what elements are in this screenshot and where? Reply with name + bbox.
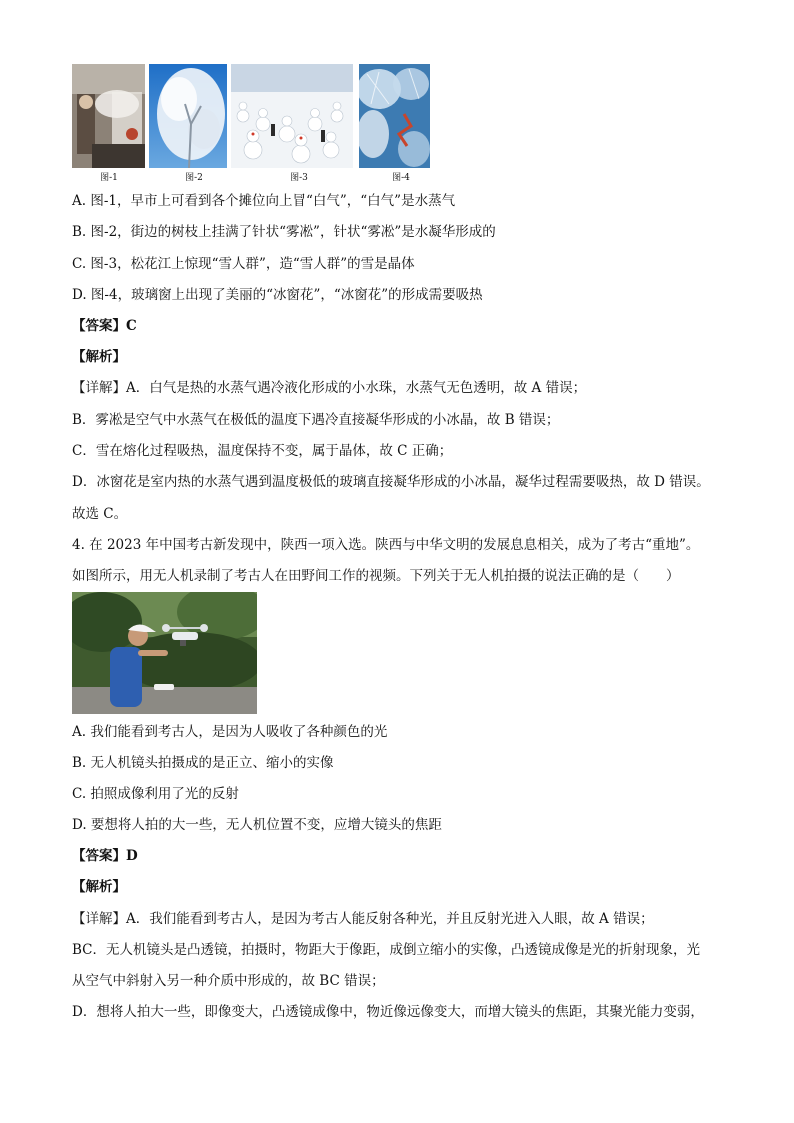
q3-option-a: A. 图-1，早市上可看到各个摊位向上冒“白气”，“白气”是水蒸气 [72,193,456,209]
figure-2-caption: 图-2 [185,173,203,183]
q4-option-b: B. 无人机镜头拍摄成的是正立、缩小的实像 [72,755,334,771]
q4-stem-line-1: 4. 在 2023 年中国考古新发现中，陕西一项入选。陕西与中华文明的发展息息相关，成为了考古“重地”。 [72,537,700,553]
figure-4-caption: 图-4 [392,173,410,183]
figure-2-frosted-tree [149,64,227,168]
q4-detail-d: D．想将人拍大一些，即像变大，凸透镜成像中，物近像远像变大，而增大镜头的焦距，其聚光能力变弱， [72,1004,704,1020]
q4-detail-bc-line-2: 从空气中斜射入另一种介质中形成的，故 BC 错误； [72,973,385,989]
q3-answer: 【答案】C [72,318,137,334]
q3-conclusion: 故选 C。 [72,506,128,522]
figure-3-snowman-group [231,64,353,168]
figure-4-ice-window-flower [359,64,430,168]
q3-option-c: C. 图-3，松花江上惊现“雪人群”，造“雪人群”的雪是晶体 [72,256,415,272]
q4-option-d: D. 要想将人拍的大一些，无人机位置不变，应增大镜头的焦距 [72,817,442,833]
q4-option-c: C. 拍照成像利用了光的反射 [72,786,239,802]
figure-1-market-steam [72,64,145,168]
q4-stem-line-2: 如图所示，用无人机录制了考古人在田野间工作的视频。下列关于无人机拍摄的说法正确的是（ ） [72,568,680,584]
q4-answer: 【答案】D [72,848,138,864]
q3-detail-d: D．冰窗花是室内热的水蒸气遇到温度极低的玻璃直接凝华形成的小冰晶，凝华过程需要吸热，故 D 错误。 [72,474,710,490]
q4-detail-bc-line-1: BC．无人机镜头是凸透镜，拍摄时，物距大于像距，成倒立缩小的实像，凸透镜成像是光的折射现象，光 [72,942,700,958]
q4-detail-a: 【详解】A．我们能看到考古人，是因为考古人能反射各种光，并且反射光进入人眼，故 A 错误； [72,911,654,927]
figure-1-caption: 图-1 [100,173,118,183]
q3-detail-a: 【详解】A．白气是热的水蒸气遇冷液化形成的小水珠，水蒸气无色透明，故 A 错误； [72,380,587,396]
q4-analysis-title: 【解析】 [72,879,126,895]
q3-option-b: B. 图-2，街边的树枝上挂满了针状“雾凇”，针状“雾凇”是水凝华形成的 [72,224,496,240]
q3-analysis-title: 【解析】 [72,349,126,365]
figure-3-caption: 图-3 [290,173,308,183]
q3-detail-b: B．雾凇是空气中水蒸气在极低的温度下遇冷直接凝华形成的小冰晶，故 B 错误； [72,412,560,428]
q3-detail-c: C．雪在熔化过程吸热，温度保持不变，属于晶体，故 C 正确； [72,443,453,459]
drone-operator-photo [72,592,257,714]
q4-option-a: A. 我们能看到考古人，是因为人吸收了各种颜色的光 [72,724,388,740]
q3-option-d: D. 图-4，玻璃窗上出现了美丽的“冰窗花”，“冰窗花”的形成需要吸热 [72,287,483,303]
